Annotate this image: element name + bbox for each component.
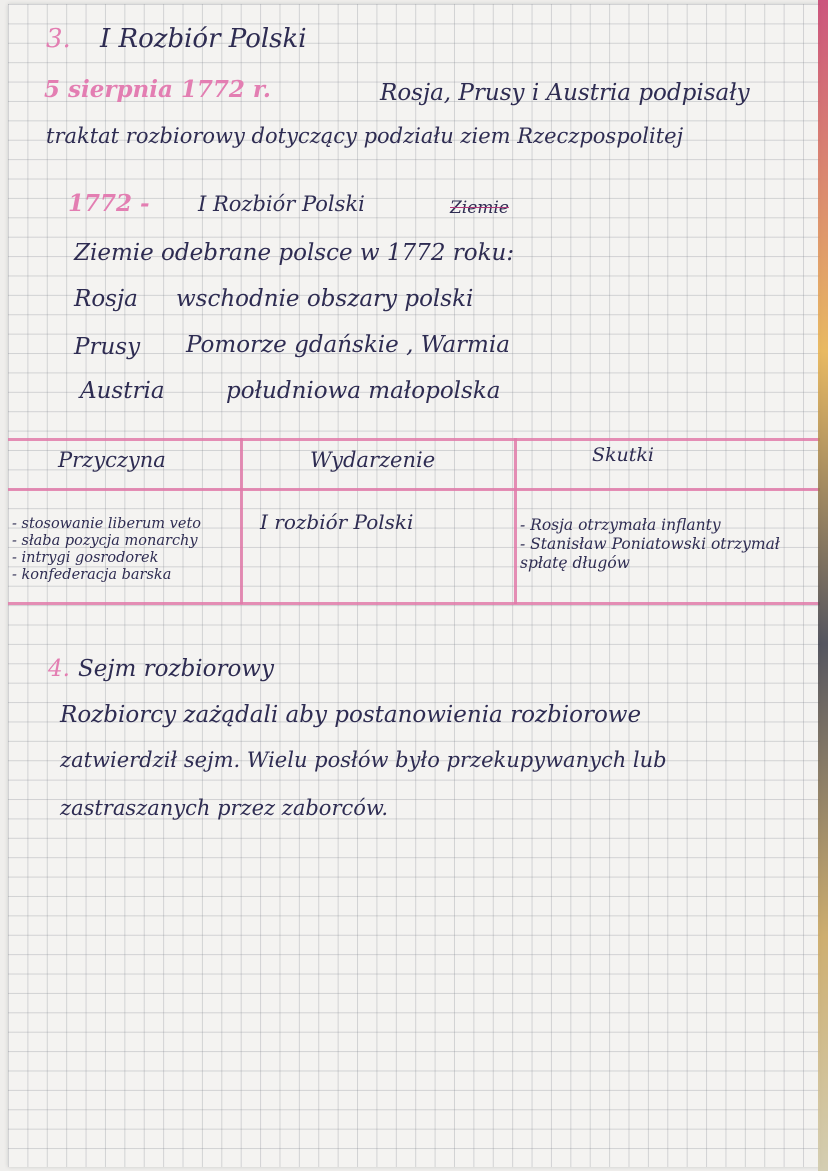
cause-item: - intrygi gosrodorek bbox=[12, 550, 159, 566]
text-line: Rosja, Prusy i Austria podpisały bbox=[380, 80, 750, 106]
struck-word: Ziemie bbox=[450, 198, 509, 218]
land-territory: południowa małopolska bbox=[226, 378, 501, 404]
table-divider bbox=[514, 438, 517, 604]
causes-cell bbox=[12, 516, 238, 584]
text-line: zastraszanych przez zaborców. bbox=[60, 796, 389, 820]
land-country: Prusy bbox=[74, 334, 141, 360]
table-rule bbox=[8, 602, 820, 605]
table-rule bbox=[8, 488, 820, 491]
lands-heading: Ziemie odebrane polsce w 1772 roku: bbox=[74, 240, 515, 266]
table-rule bbox=[8, 438, 820, 441]
table-header: Skutki bbox=[592, 444, 654, 466]
cause-item: - konfederacja barska bbox=[12, 567, 172, 583]
table-header: Przyczyna bbox=[58, 448, 166, 472]
text-line: Rozbiorcy zażądali aby postanowienia rozbiorowe bbox=[60, 702, 642, 728]
date-highlight: 5 sierpnia 1772 r. bbox=[44, 76, 271, 103]
table-divider bbox=[240, 438, 243, 604]
cause-item: - słaba pozycja monarchy bbox=[12, 533, 198, 549]
table-header: Wydarzenie bbox=[310, 448, 436, 472]
cause-item: - stosowanie liberum veto bbox=[12, 516, 201, 532]
event-cell: I rozbiór Polski bbox=[260, 510, 414, 534]
section-title: I Rozbiór Polski bbox=[100, 24, 307, 54]
year-highlight: 1772 - bbox=[68, 190, 150, 217]
text-line: traktat rozbiorowy dotyczący podziału ziem Rzeczpospolitej bbox=[46, 124, 684, 148]
section-title: Sejm rozbiorowy bbox=[78, 656, 275, 682]
page-edge-decoration bbox=[818, 0, 828, 1171]
effect-item: - Stanisław Poniatowski otrzymał spłatę długów bbox=[520, 535, 780, 572]
section-number: 4. bbox=[48, 656, 70, 682]
section-number: 3. bbox=[46, 24, 71, 54]
text-line: I Rozbiór Polski bbox=[198, 192, 365, 216]
land-country: Rosja bbox=[74, 286, 138, 312]
land-territory: wschodnie obszary polski bbox=[176, 286, 474, 312]
land-territory: Pomorze gdańskie , Warmia bbox=[186, 332, 510, 358]
notebook-page bbox=[8, 4, 820, 1167]
text-line: zatwierdził sejm. Wielu posłów było przekupywanych lub bbox=[60, 748, 667, 772]
land-country: Austria bbox=[80, 378, 165, 404]
effects-cell bbox=[520, 516, 805, 573]
effect-item: - Rosja otrzymała inflanty bbox=[520, 516, 721, 534]
